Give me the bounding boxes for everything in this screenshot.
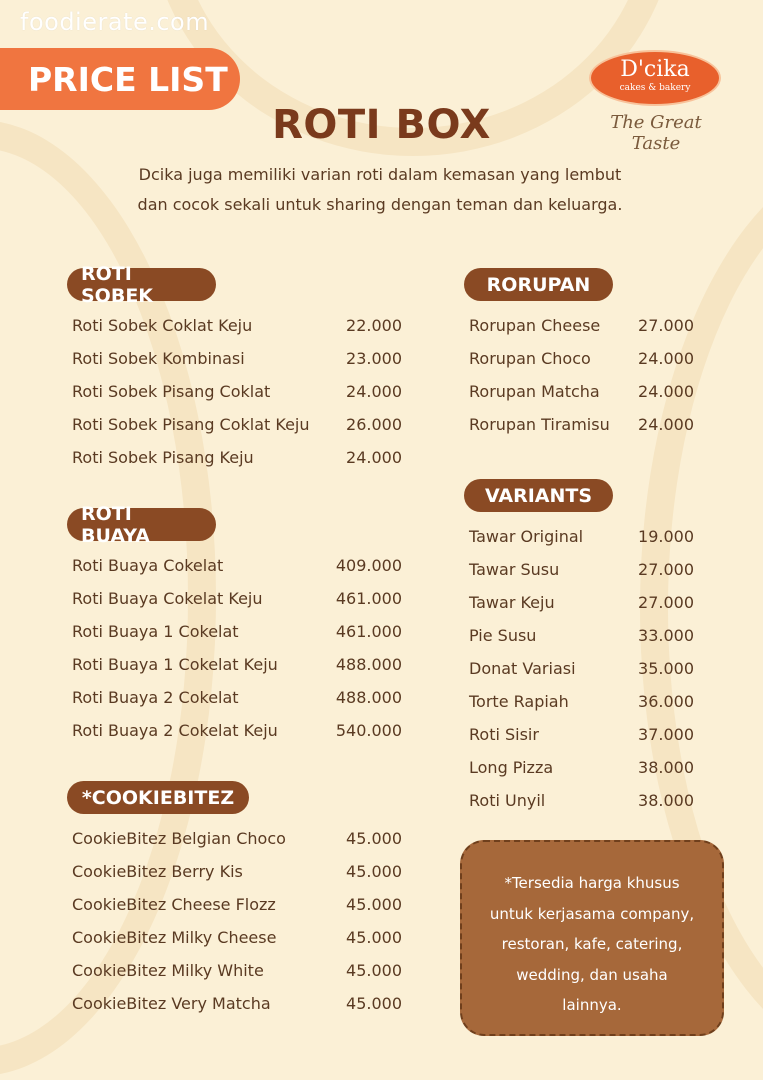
note-line: *Tersedia harga khusus	[504, 874, 680, 892]
item-price: 45.000	[346, 961, 402, 980]
item-price: 37.000	[638, 725, 694, 744]
item-name: Roti Sobek Kombinasi	[72, 349, 245, 368]
logo-name: D'cika	[620, 57, 690, 82]
intro-line: Dcika juga memiliki varian roti dalam kemasan yang lembut	[138, 165, 622, 184]
list-item	[469, 685, 694, 718]
list-item	[72, 954, 402, 987]
item-price: 38.000	[638, 758, 694, 777]
intro-line: dan cocok sekali untuk sharing dengan teman dan keluarga.	[137, 195, 623, 214]
item-name: Roti Sisir	[469, 725, 539, 744]
list-item	[72, 441, 402, 474]
list-item	[469, 520, 694, 553]
item-name: Rorupan Choco	[469, 349, 591, 368]
price-list-banner	[0, 48, 240, 110]
list-item	[469, 375, 694, 408]
list-item	[469, 652, 694, 685]
list-cookiebitez	[72, 822, 402, 1020]
item-price: 33.000	[638, 626, 694, 645]
item-name: CookieBitez Belgian Choco	[72, 829, 286, 848]
item-price: 36.000	[638, 692, 694, 711]
item-price: 45.000	[346, 928, 402, 947]
list-item	[72, 681, 402, 714]
page-title: ROTI BOX	[272, 102, 491, 148]
logo-tagline: The Great Taste	[610, 112, 702, 154]
item-price: 19.000	[638, 527, 694, 546]
item-price: 26.000	[346, 415, 402, 434]
item-name: Roti Buaya Cokelat Keju	[72, 589, 263, 608]
list-item	[72, 888, 402, 921]
item-price: 461.000	[335, 589, 402, 608]
item-name: CookieBitez Very Matcha	[72, 994, 271, 1013]
list-item	[72, 309, 402, 342]
item-name: Roti Sobek Pisang Coklat Keju	[72, 415, 310, 434]
note-line: wedding, dan usaha	[516, 965, 668, 984]
logo-oval	[589, 50, 721, 106]
item-price: 27.000	[638, 593, 694, 612]
section-heading-cookiebitez: *COOKIEBITEZ	[67, 781, 249, 814]
item-name: CookieBitez Milky White	[72, 961, 264, 980]
item-price: 45.000	[346, 895, 402, 914]
list-item	[72, 549, 402, 582]
item-name: Roti Sobek Pisang Keju	[72, 448, 254, 467]
list-item	[72, 921, 402, 954]
list-rorupan	[469, 309, 694, 441]
item-name: Long Pizza	[469, 758, 554, 777]
item-price: 23.000	[346, 349, 402, 368]
logo-subtitle: cakes & bakery	[619, 83, 691, 93]
section-heading-rorupan: RORUPAN	[464, 268, 613, 301]
item-price: 45.000	[346, 829, 402, 848]
item-price: 488.000	[335, 688, 402, 707]
list-item	[469, 619, 694, 652]
list-item	[72, 855, 402, 888]
item-name: Pie Susu	[469, 626, 537, 645]
item-price: 24.000	[346, 382, 402, 401]
list-item	[469, 309, 694, 342]
list-item	[469, 342, 694, 375]
section-heading-variants: VARIANTS	[464, 479, 613, 512]
item-name: CookieBitez Cheese Flozz	[72, 895, 276, 914]
item-name: Roti Buaya 2 Cokelat	[72, 688, 239, 707]
item-name: CookieBitez Milky Cheese	[72, 928, 277, 947]
item-name: Roti Buaya 2 Cokelat Keju	[72, 721, 278, 740]
item-price: 27.000	[638, 316, 694, 335]
item-price: 38.000	[638, 791, 694, 810]
list-item	[72, 342, 402, 375]
list-item	[72, 714, 402, 747]
list-item	[72, 408, 402, 441]
item-name: Roti Sobek Coklat Keju	[72, 316, 253, 335]
list-item	[72, 582, 402, 615]
item-price: 35.000	[638, 659, 694, 678]
item-name: Tawar Original	[469, 527, 584, 546]
list-roti-sobek	[72, 309, 402, 474]
item-price: 461.000	[335, 622, 402, 641]
item-price: 24.000	[638, 349, 694, 368]
item-price: 540.000	[335, 721, 402, 740]
watermark: foodierate.com	[20, 8, 210, 36]
item-name: Tawar Keju	[469, 593, 555, 612]
section-heading-roti-sobek: ROTI SOBEK	[67, 268, 216, 301]
list-item	[72, 648, 402, 681]
item-name: Roti Buaya 1 Cokelat	[72, 622, 239, 641]
item-name: Roti Buaya 1 Cokelat Keju	[72, 655, 278, 674]
list-item	[469, 553, 694, 586]
list-item	[469, 718, 694, 751]
item-name: Rorupan Matcha	[469, 382, 600, 401]
item-name: Tawar Susu	[469, 560, 560, 579]
list-item	[72, 987, 402, 1020]
item-price: 27.000	[638, 560, 694, 579]
item-name: Roti Sobek Pisang Coklat	[72, 382, 271, 401]
item-price: 45.000	[346, 994, 402, 1013]
item-name: Donat Variasi	[469, 659, 576, 678]
item-name: Torte Rapiah	[469, 692, 569, 711]
note-line: untuk kerjasama company,	[489, 904, 695, 923]
item-name: Rorupan Cheese	[469, 316, 601, 335]
list-item	[72, 375, 402, 408]
item-name: Roti Buaya Cokelat	[72, 556, 224, 575]
list-variants	[469, 520, 694, 817]
list-item	[72, 822, 402, 855]
list-item	[469, 408, 694, 441]
item-price: 409.000	[335, 556, 402, 575]
intro-text	[60, 160, 700, 220]
item-price: 22.000	[346, 316, 402, 335]
section-heading-roti-buaya: ROTI BUAYA	[67, 508, 216, 541]
note-line: lainnya.	[562, 996, 622, 1014]
item-price: 24.000	[638, 382, 694, 401]
item-name: CookieBitez Berry Kis	[72, 862, 243, 881]
note-line: restoran, kafe, catering,	[501, 935, 683, 953]
item-price: 24.000	[346, 448, 402, 467]
item-price: 24.000	[638, 415, 694, 434]
list-roti-buaya	[72, 549, 402, 747]
list-item	[469, 751, 694, 784]
item-name: Roti Unyil	[469, 791, 546, 810]
item-name: Rorupan Tiramisu	[469, 415, 610, 434]
price-list-label: PRICE LIST	[28, 59, 228, 99]
list-item	[469, 586, 694, 619]
list-item	[469, 784, 694, 817]
item-price: 488.000	[335, 655, 402, 674]
list-item	[72, 615, 402, 648]
special-price-note	[460, 840, 724, 1036]
item-price: 45.000	[346, 862, 402, 881]
